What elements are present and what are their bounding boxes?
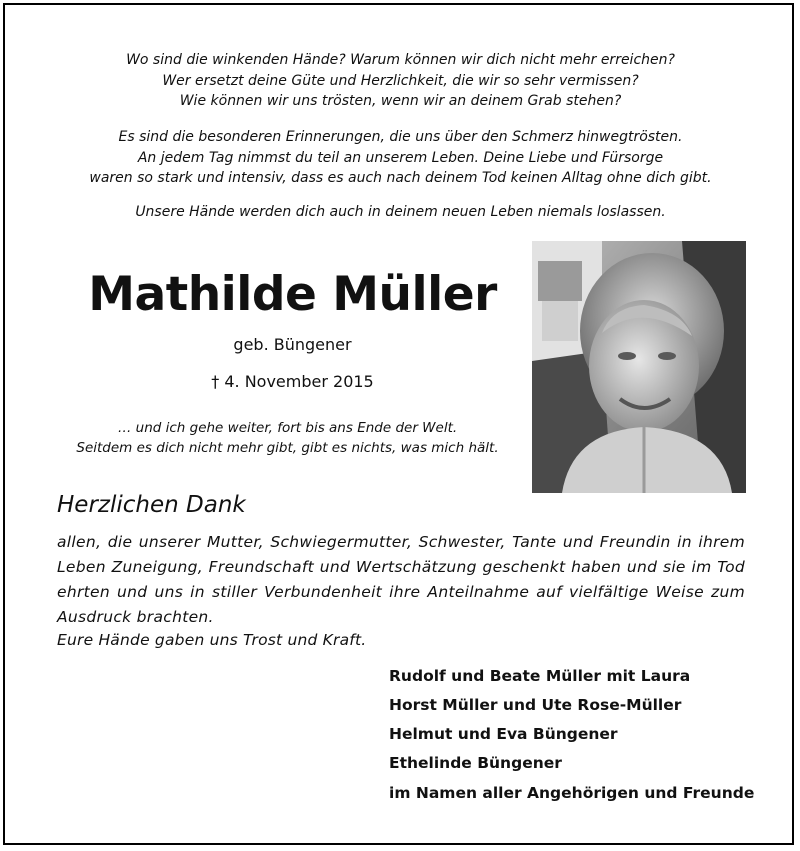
- poem-stanza-2: [5, 127, 796, 189]
- portrait-photo: [532, 241, 746, 493]
- signature-line: Horst Müller und Ute Rose-Müller: [389, 696, 682, 714]
- closing-line: Eure Hände gaben uns Trost und Kraft.: [57, 631, 367, 649]
- signature-line: Helmut und Eva Büngener: [389, 725, 618, 743]
- thanks-title: Herzlichen Dank: [57, 492, 246, 518]
- deceased-name: Mathilde Müller: [88, 267, 497, 322]
- poem-line: Unsere Hände werden dich auch in deinem neuen Leben niemals loslassen.: [135, 204, 666, 220]
- poem-line: Wer ersetzt deine Güte und Herzlichkeit, die wir so sehr vermissen?: [162, 72, 639, 89]
- poem-stanza-1: [5, 50, 796, 112]
- birth-name: geb. Büngener: [233, 335, 352, 354]
- poem-line: Wo sind die winkenden Hände? Warum können wir dich nicht mehr erreichen?: [126, 52, 675, 68]
- poem-line: Wie können wir uns trösten, wenn wir an deinem Grab stehen?: [179, 93, 622, 109]
- poem-line: Es sind die besonderen Erinnerungen, die uns über den Schmerz hinwegtrösten.: [118, 129, 683, 145]
- signature-line: Rudolf und Beate Müller mit Laura: [389, 667, 691, 685]
- death-date: † 4. November 2015: [211, 372, 374, 391]
- poem-line: waren so stark und intensiv, dass es auch nach deinem Tod keinen Alltag ohne dich gibt.: [89, 170, 712, 186]
- portrait-illustration: [532, 241, 746, 493]
- thanks-text: allen, die unserer Mutter, Schwiegermutter, Schwester, Tante und Freundin in ihrem Leben Zuneigung, Freundschaft und Wertschätzung geschenkt haben und sie im Tod ehrten und uns in stiller Verbundenheit ihre Anteilnahme auf vielfältige Weise zum Ausdruck brachten.: [57, 533, 745, 626]
- quote: [50, 418, 525, 458]
- signature-line: im Namen aller Angehörigen und Freunde: [389, 784, 755, 802]
- quote-line: Seitdem es dich nicht mehr gibt, gibt es nichts, was mich hält.: [76, 440, 499, 456]
- obituary-notice: [3, 3, 794, 845]
- poem-line: An jedem Tag nimmst du teil an unserem Leben. Deine Liebe und Fürsorge: [137, 149, 664, 166]
- quote-line: … und ich gehe weiter, fort bis ans Ende der Welt.: [117, 420, 458, 436]
- poem-stanza-3: [5, 202, 796, 223]
- signature-line: Ethelinde Büngener: [389, 754, 562, 772]
